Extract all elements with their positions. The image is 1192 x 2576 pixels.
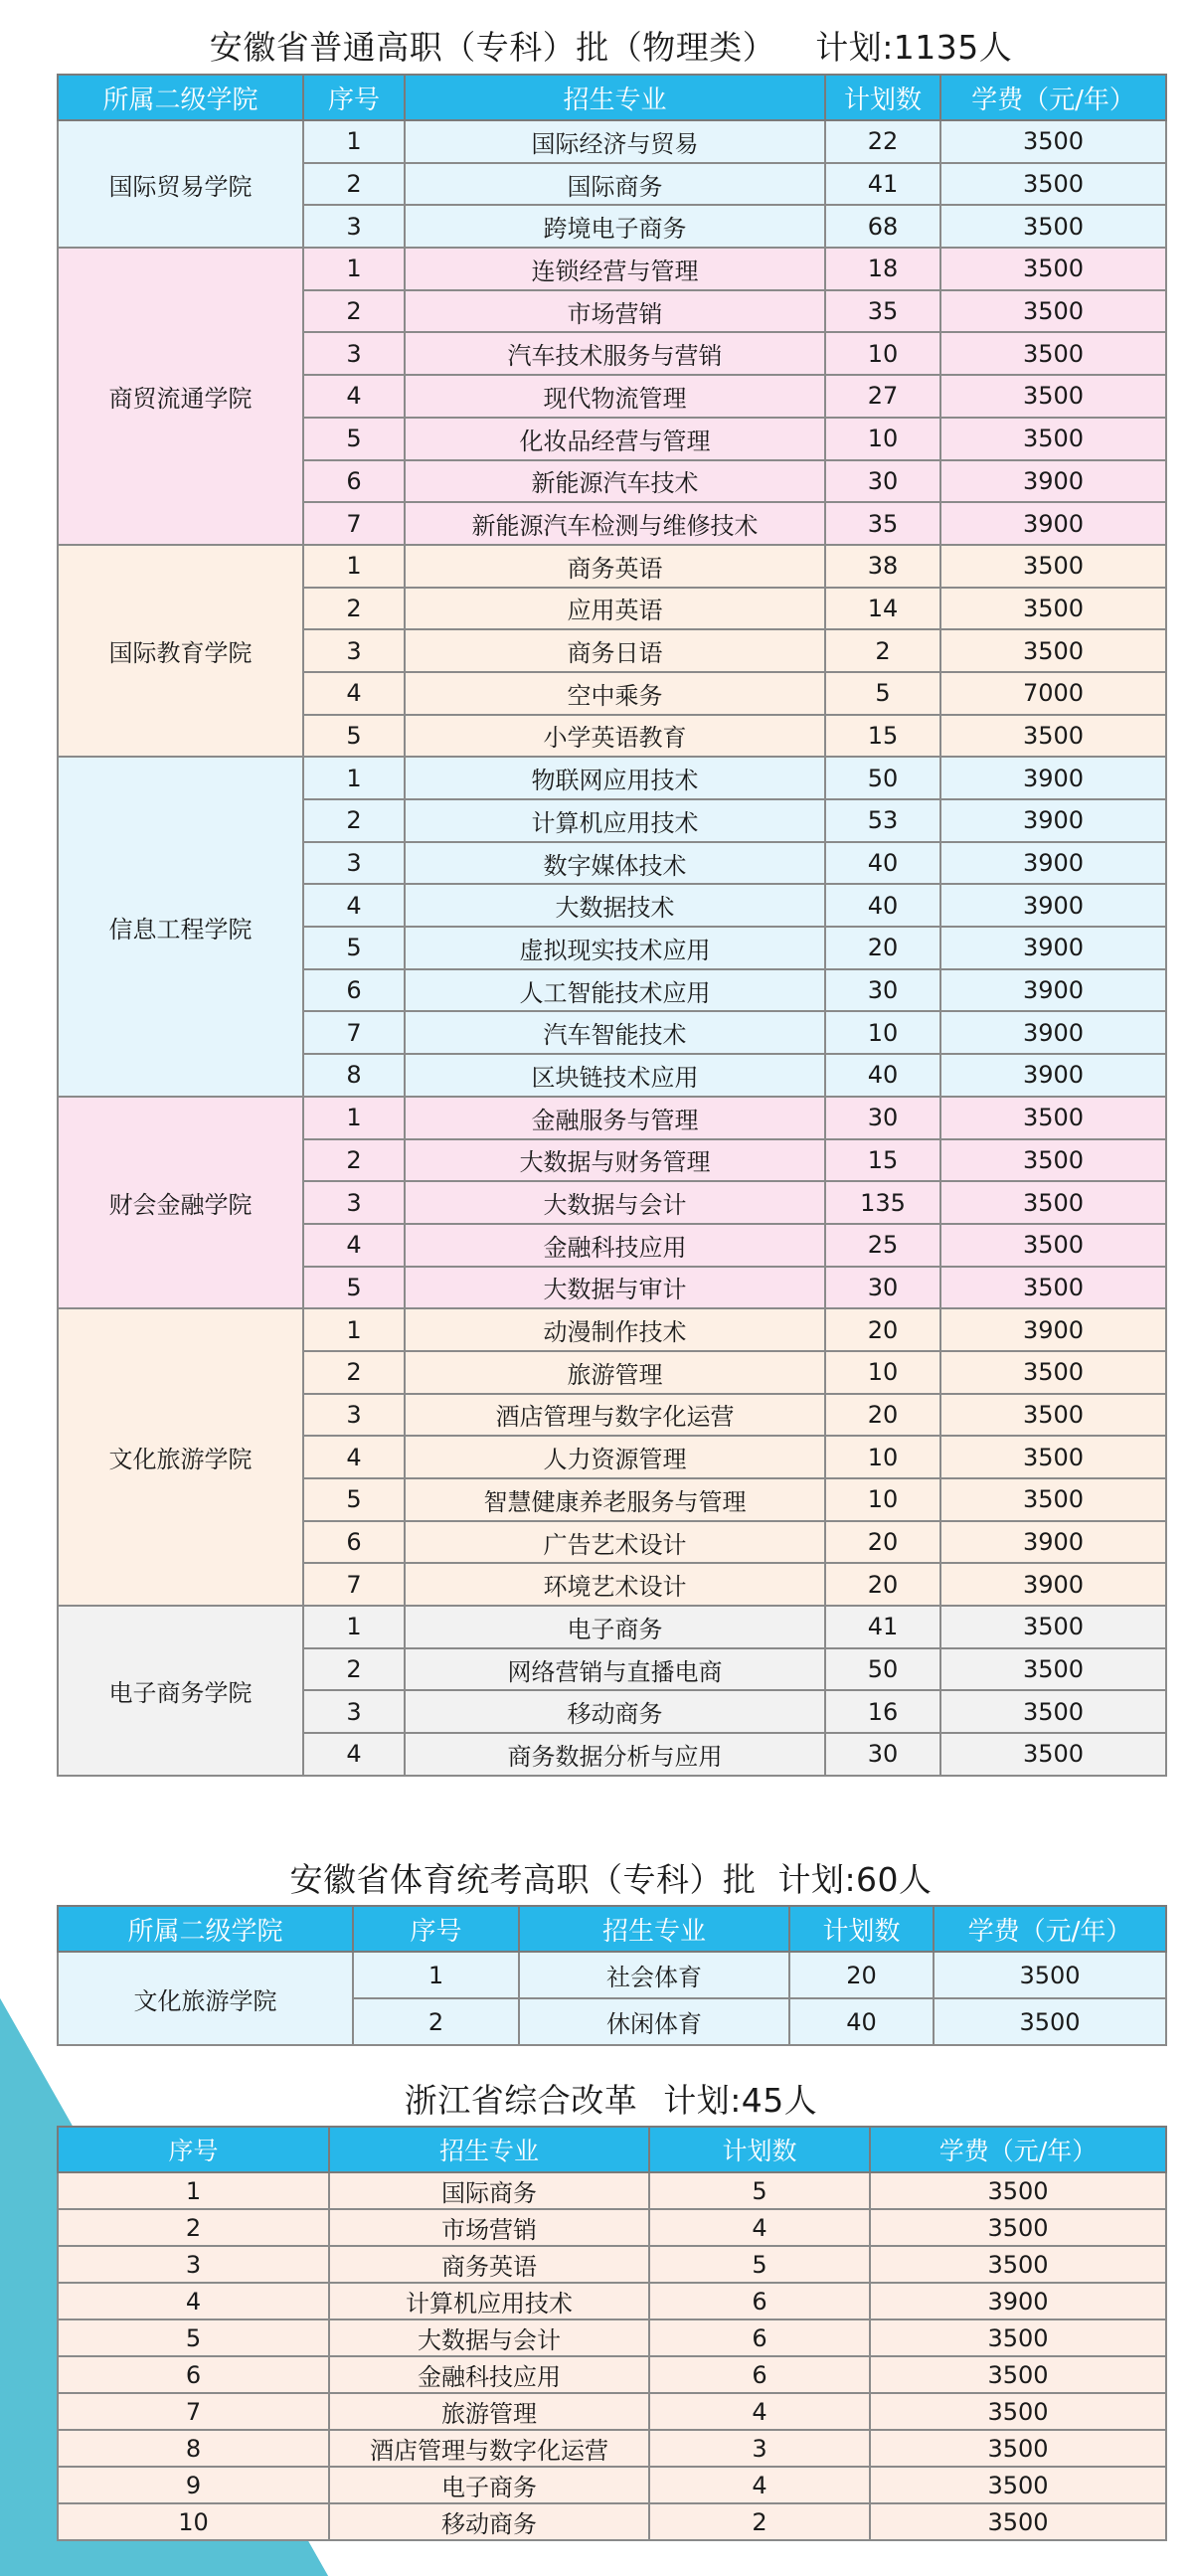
fee-cell: 3500 (940, 629, 1166, 672)
section3-plan: 计划:45人 (663, 2081, 818, 2120)
major-cell: 汽车技术服务与营销 (405, 332, 825, 375)
index-cell: 3 (303, 842, 405, 885)
index-cell: 3 (303, 332, 405, 375)
header-major: 招生专业 (405, 75, 825, 120)
plan-count-cell: 20 (789, 1952, 934, 1998)
index-cell: 2 (303, 1648, 405, 1691)
section3-header-row (58, 2127, 1166, 2172)
index-cell: 6 (303, 969, 405, 1012)
section2-table (57, 1905, 1167, 2046)
plan-count-cell: 20 (825, 1563, 940, 1606)
major-cell: 商务日语 (405, 629, 825, 672)
fee-cell: 3500 (870, 2246, 1166, 2283)
section2-table-body (58, 1952, 1166, 2045)
major-cell: 移动商务 (405, 1690, 825, 1733)
major-cell: 移动商务 (329, 2503, 649, 2540)
fee-cell: 3500 (940, 332, 1166, 375)
major-cell: 电子商务 (329, 2467, 649, 2503)
major-cell: 市场营销 (405, 290, 825, 333)
plan-count-cell: 50 (825, 1648, 940, 1691)
index-cell: 3 (58, 2246, 329, 2283)
fee-cell: 3500 (934, 1998, 1166, 2045)
table-row (58, 1606, 1166, 1648)
fee-cell: 3500 (940, 1267, 1166, 1309)
major-cell: 国际商务 (329, 2172, 649, 2209)
major-cell: 大数据与财务管理 (405, 1139, 825, 1182)
index-cell: 4 (303, 1436, 405, 1478)
college-cell: 文化旅游学院 (58, 1308, 303, 1606)
college-cell: 信息工程学院 (58, 757, 303, 1097)
fee-cell: 3500 (940, 715, 1166, 758)
index-cell: 1 (303, 545, 405, 588)
fee-cell: 3500 (940, 1648, 1166, 1691)
fee-cell: 3900 (940, 842, 1166, 885)
index-cell: 3 (303, 629, 405, 672)
major-cell: 金融科技应用 (329, 2356, 649, 2393)
fee-cell: 3500 (934, 1952, 1166, 1998)
index-cell: 1 (303, 1308, 405, 1351)
plan-count-cell: 15 (825, 1139, 940, 1182)
plan-count-cell: 10 (825, 1011, 940, 1054)
index-cell: 3 (303, 1394, 405, 1437)
plan-count-cell: 10 (825, 332, 940, 375)
plan-count-cell: 6 (649, 2319, 870, 2356)
index-cell: 3 (303, 1181, 405, 1224)
index-cell: 7 (58, 2393, 329, 2430)
section3-table (57, 2126, 1167, 2541)
index-cell: 1 (303, 120, 405, 163)
major-cell: 智慧健康养老服务与管理 (405, 1478, 825, 1521)
index-cell: 4 (58, 2283, 329, 2319)
plan-count-cell: 15 (825, 715, 940, 758)
index-cell: 6 (58, 2356, 329, 2393)
index-cell: 8 (58, 2430, 329, 2467)
header-plan: 计划数 (825, 75, 940, 120)
college-cell: 电子商务学院 (58, 1606, 303, 1776)
plan-count-cell: 30 (825, 969, 940, 1012)
table-row (58, 1097, 1166, 1139)
fee-cell: 3500 (870, 2172, 1166, 2209)
major-cell: 网络营销与直播电商 (405, 1648, 825, 1691)
plan-count-cell: 40 (825, 884, 940, 927)
plan-count-cell: 6 (649, 2283, 870, 2319)
index-cell: 5 (303, 715, 405, 758)
fee-cell: 7000 (940, 672, 1166, 715)
fee-cell: 3900 (940, 927, 1166, 969)
table-row (58, 2209, 1166, 2246)
fee-cell: 3900 (940, 1563, 1166, 1606)
plan-count-cell: 30 (825, 460, 940, 503)
header-plan: 计划数 (789, 1906, 934, 1952)
fee-cell: 3900 (940, 502, 1166, 545)
major-cell: 动漫制作技术 (405, 1308, 825, 1351)
index-cell: 2 (303, 290, 405, 333)
fee-cell: 3900 (940, 1521, 1166, 1564)
major-cell: 计算机应用技术 (329, 2283, 649, 2319)
plan-count-cell: 4 (649, 2209, 870, 2246)
plan-count-cell: 10 (825, 1436, 940, 1478)
college-cell: 国际教育学院 (58, 545, 303, 757)
major-cell: 大数据与会计 (329, 2319, 649, 2356)
index-cell: 5 (303, 927, 405, 969)
plan-count-cell: 40 (825, 842, 940, 885)
plan-count-cell: 16 (825, 1690, 940, 1733)
table-row (58, 545, 1166, 588)
header-major: 招生专业 (519, 1906, 789, 1952)
college-cell: 国际贸易学院 (58, 120, 303, 248)
index-cell: 4 (303, 672, 405, 715)
index-cell: 2 (353, 1998, 519, 2045)
major-cell: 化妆品经营与管理 (405, 418, 825, 460)
index-cell: 5 (303, 1267, 405, 1309)
index-cell: 9 (58, 2467, 329, 2503)
major-cell: 市场营销 (329, 2209, 649, 2246)
table-row (58, 2356, 1166, 2393)
plan-count-cell: 20 (825, 1308, 940, 1351)
table-row (58, 1952, 1166, 1998)
major-cell: 金融服务与管理 (405, 1097, 825, 1139)
plan-count-cell: 50 (825, 757, 940, 799)
major-cell: 金融科技应用 (405, 1224, 825, 1267)
major-cell: 数字媒体技术 (405, 842, 825, 885)
fee-cell: 3500 (940, 1394, 1166, 1437)
major-cell: 跨境电子商务 (405, 205, 825, 248)
fee-cell: 3900 (940, 1011, 1166, 1054)
header-index: 序号 (353, 1906, 519, 1952)
fee-cell: 3500 (870, 2467, 1166, 2503)
header-fee: 学费（元/年） (940, 75, 1166, 120)
fee-cell: 3900 (940, 969, 1166, 1012)
plan-count-cell: 5 (649, 2172, 870, 2209)
index-cell: 2 (303, 1139, 405, 1182)
plan-count-cell: 68 (825, 205, 940, 248)
index-cell: 10 (58, 2503, 329, 2540)
index-cell: 2 (303, 1351, 405, 1394)
major-cell: 现代物流管理 (405, 375, 825, 418)
major-cell: 区块链技术应用 (405, 1054, 825, 1097)
college-cell: 商贸流通学院 (58, 248, 303, 545)
section2-title-row (57, 1855, 1165, 1905)
section1-title: 安徽省普通高职（专科）批（物理类） (209, 28, 776, 67)
section2-header-row (58, 1906, 1166, 1952)
index-cell: 3 (303, 1690, 405, 1733)
index-cell: 4 (303, 375, 405, 418)
plan-count-cell: 135 (825, 1181, 940, 1224)
fee-cell: 3500 (870, 2430, 1166, 2467)
major-cell: 商务数据分析与应用 (405, 1733, 825, 1776)
header-fee: 学费（元/年） (870, 2127, 1166, 2172)
fee-cell: 3500 (940, 120, 1166, 163)
major-cell: 休闲体育 (519, 1998, 789, 2045)
index-cell: 8 (303, 1054, 405, 1097)
index-cell: 1 (58, 2172, 329, 2209)
index-cell: 5 (303, 418, 405, 460)
section1-header-row (58, 75, 1166, 120)
fee-cell: 3500 (940, 1097, 1166, 1139)
plan-count-cell: 38 (825, 545, 940, 588)
plan-count-cell: 5 (649, 2246, 870, 2283)
major-cell: 酒店管理与数字化运营 (329, 2430, 649, 2467)
plan-count-cell: 10 (825, 1351, 940, 1394)
plan-count-cell: 40 (825, 1054, 940, 1097)
fee-cell: 3500 (870, 2319, 1166, 2356)
section1-title-row (57, 22, 1165, 74)
plan-count-cell: 22 (825, 120, 940, 163)
fee-cell: 3500 (940, 375, 1166, 418)
fee-cell: 3500 (940, 1606, 1166, 1648)
major-cell: 大数据与审计 (405, 1267, 825, 1309)
major-cell: 商务英语 (405, 545, 825, 588)
header-college: 所属二级学院 (58, 1906, 353, 1952)
section1-table-body (58, 120, 1166, 1776)
header-major: 招生专业 (329, 2127, 649, 2172)
plan-count-cell: 4 (649, 2467, 870, 2503)
major-cell: 商务英语 (329, 2246, 649, 2283)
section-physics-batch (57, 22, 1165, 1777)
plan-count-cell: 4 (649, 2393, 870, 2430)
index-cell: 7 (303, 502, 405, 545)
fee-cell: 3500 (940, 1224, 1166, 1267)
table-row (58, 1308, 1166, 1351)
major-cell: 大数据技术 (405, 884, 825, 927)
fee-cell: 3500 (940, 418, 1166, 460)
section1-plan: 计划:1135人 (815, 28, 1013, 67)
major-cell: 社会体育 (519, 1952, 789, 1998)
section2-plan: 计划:60人 (777, 1860, 933, 1899)
index-cell: 5 (303, 1478, 405, 1521)
major-cell: 广告艺术设计 (405, 1521, 825, 1564)
fee-cell: 3500 (940, 1436, 1166, 1478)
plan-count-cell: 53 (825, 799, 940, 842)
major-cell: 电子商务 (405, 1606, 825, 1648)
table-row (58, 2283, 1166, 2319)
fee-cell: 3500 (870, 2503, 1166, 2540)
index-cell: 7 (303, 1011, 405, 1054)
major-cell: 酒店管理与数字化运营 (405, 1394, 825, 1437)
section-sports-batch (57, 1855, 1165, 2046)
fee-cell: 3500 (940, 1139, 1166, 1182)
header-fee: 学费（元/年） (934, 1906, 1166, 1952)
table-row (58, 2503, 1166, 2540)
section2-title: 安徽省体育统考高职（专科）批 (289, 1860, 757, 1899)
major-cell: 旅游管理 (329, 2393, 649, 2430)
fee-cell: 3500 (940, 1690, 1166, 1733)
header-index: 序号 (58, 2127, 329, 2172)
index-cell: 2 (303, 799, 405, 842)
plan-count-cell: 20 (825, 1394, 940, 1437)
fee-cell: 3900 (940, 1308, 1166, 1351)
section3-table-body (58, 2172, 1166, 2540)
fee-cell: 3500 (940, 545, 1166, 588)
table-row (58, 2172, 1166, 2209)
index-cell: 1 (303, 248, 405, 290)
major-cell: 人力资源管理 (405, 1436, 825, 1478)
index-cell: 1 (303, 1606, 405, 1648)
fee-cell: 3500 (940, 248, 1166, 290)
fee-cell: 3500 (940, 588, 1166, 630)
plan-count-cell: 30 (825, 1097, 940, 1139)
fee-cell: 3500 (940, 1181, 1166, 1224)
table-row (58, 2319, 1166, 2356)
college-cell: 文化旅游学院 (58, 1952, 353, 2045)
plan-count-cell: 40 (789, 1998, 934, 2045)
index-cell: 6 (303, 460, 405, 503)
index-cell: 2 (303, 588, 405, 630)
table-row (58, 2393, 1166, 2430)
major-cell: 计算机应用技术 (405, 799, 825, 842)
major-cell: 国际商务 (405, 163, 825, 206)
section-zhejiang (57, 2076, 1165, 2541)
plan-count-cell: 41 (825, 163, 940, 206)
fee-cell: 3900 (940, 460, 1166, 503)
fee-cell: 3900 (870, 2283, 1166, 2319)
index-cell: 4 (303, 884, 405, 927)
fee-cell: 3900 (940, 799, 1166, 842)
major-cell: 汽车智能技术 (405, 1011, 825, 1054)
table-row (58, 120, 1166, 163)
major-cell: 小学英语教育 (405, 715, 825, 758)
fee-cell: 3500 (940, 205, 1166, 248)
plan-count-cell: 35 (825, 290, 940, 333)
fee-cell: 3500 (940, 1351, 1166, 1394)
plan-count-cell: 30 (825, 1733, 940, 1776)
major-cell: 国际经济与贸易 (405, 120, 825, 163)
fee-cell: 3500 (870, 2356, 1166, 2393)
table-row (58, 757, 1166, 799)
plan-count-cell: 20 (825, 1521, 940, 1564)
plan-count-cell: 10 (825, 1478, 940, 1521)
header-college: 所属二级学院 (58, 75, 303, 120)
section1-table (57, 74, 1167, 1777)
major-cell: 旅游管理 (405, 1351, 825, 1394)
plan-count-cell: 25 (825, 1224, 940, 1267)
fee-cell: 3500 (870, 2393, 1166, 2430)
fee-cell: 3500 (940, 163, 1166, 206)
index-cell: 1 (353, 1952, 519, 1998)
section3-title-row (57, 2076, 1165, 2126)
fee-cell: 3500 (870, 2209, 1166, 2246)
index-cell: 4 (303, 1733, 405, 1776)
college-cell: 财会金融学院 (58, 1097, 303, 1308)
plan-count-cell: 41 (825, 1606, 940, 1648)
table-row (58, 2467, 1166, 2503)
index-cell: 1 (303, 1097, 405, 1139)
plan-count-cell: 6 (649, 2356, 870, 2393)
plan-count-cell: 18 (825, 248, 940, 290)
plan-count-cell: 35 (825, 502, 940, 545)
index-cell: 3 (303, 205, 405, 248)
index-cell: 2 (303, 163, 405, 206)
plan-count-cell: 2 (825, 629, 940, 672)
major-cell: 人工智能技术应用 (405, 969, 825, 1012)
header-index: 序号 (303, 75, 405, 120)
index-cell: 1 (303, 757, 405, 799)
major-cell: 物联网应用技术 (405, 757, 825, 799)
table-row (58, 248, 1166, 290)
major-cell: 应用英语 (405, 588, 825, 630)
major-cell: 新能源汽车技术 (405, 460, 825, 503)
header-plan: 计划数 (649, 2127, 870, 2172)
plan-count-cell: 20 (825, 927, 940, 969)
plan-count-cell: 27 (825, 375, 940, 418)
major-cell: 虚拟现实技术应用 (405, 927, 825, 969)
section3-title: 浙江省综合改革 (404, 2081, 638, 2120)
fee-cell: 3500 (940, 290, 1166, 333)
major-cell: 空中乘务 (405, 672, 825, 715)
plan-count-cell: 2 (649, 2503, 870, 2540)
plan-count-cell: 3 (649, 2430, 870, 2467)
plan-count-cell: 14 (825, 588, 940, 630)
plan-count-cell: 5 (825, 672, 940, 715)
plan-count-cell: 10 (825, 418, 940, 460)
plan-count-cell: 30 (825, 1267, 940, 1309)
index-cell: 5 (58, 2319, 329, 2356)
fee-cell: 3500 (940, 1478, 1166, 1521)
fee-cell: 3500 (940, 1733, 1166, 1776)
table-row (58, 2430, 1166, 2467)
table-row (58, 2246, 1166, 2283)
index-cell: 6 (303, 1521, 405, 1564)
index-cell: 2 (58, 2209, 329, 2246)
fee-cell: 3900 (940, 884, 1166, 927)
major-cell: 新能源汽车检测与维修技术 (405, 502, 825, 545)
index-cell: 4 (303, 1224, 405, 1267)
fee-cell: 3900 (940, 757, 1166, 799)
index-cell: 7 (303, 1563, 405, 1606)
major-cell: 大数据与会计 (405, 1181, 825, 1224)
fee-cell: 3900 (940, 1054, 1166, 1097)
major-cell: 连锁经营与管理 (405, 248, 825, 290)
major-cell: 环境艺术设计 (405, 1563, 825, 1606)
